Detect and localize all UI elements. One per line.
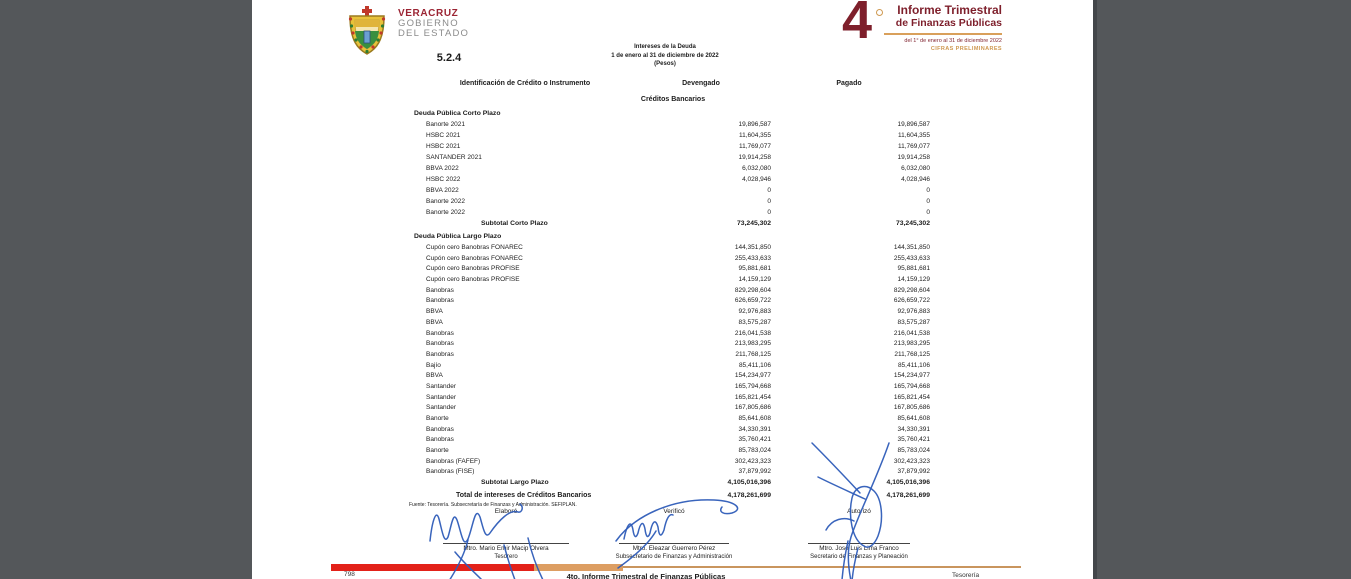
cell-devengado: 19,914,258 bbox=[738, 154, 771, 161]
cell-pagado: 34,330,391 bbox=[897, 425, 930, 433]
cell-devengado: 211,768,125 bbox=[735, 350, 771, 358]
cell-devengado: 37,879,992 bbox=[738, 468, 771, 476]
cell-devengado: 6,032,080 bbox=[742, 165, 771, 172]
signature-role-verifico: Verificó bbox=[663, 508, 685, 515]
table-row bbox=[252, 243, 1093, 254]
footer-orange-bar bbox=[534, 564, 623, 571]
signature-name-2: Mtro. Eleazar Guerrero Pérez bbox=[632, 545, 716, 552]
logo-gobierno: GOBIERNO bbox=[398, 18, 459, 29]
row-label: Banorte 2022 bbox=[426, 209, 466, 216]
badge-title-2: de Finanzas Públicas bbox=[895, 17, 1002, 29]
document-page bbox=[252, 0, 1097, 579]
cell-devengado: 11,769,077 bbox=[738, 143, 771, 150]
cell-devengado: 85,783,024 bbox=[738, 447, 771, 455]
cell-pagado: 829,298,604 bbox=[893, 286, 930, 294]
table-row bbox=[252, 382, 1093, 393]
cell-devengado: 14,159,129 bbox=[738, 276, 771, 284]
table-column-headers bbox=[252, 80, 1093, 96]
total-label: Total de intereses de Créditos Bancarios bbox=[456, 492, 592, 500]
cell-devengado: 144,351,850 bbox=[734, 244, 771, 251]
cell-devengado: 92,976,883 bbox=[738, 308, 771, 316]
cell-devengado: 85,641,608 bbox=[738, 415, 771, 422]
cell-devengado: 85,411,106 bbox=[738, 361, 771, 369]
row-label: Cupón cero Banobras FONAREC bbox=[426, 254, 523, 262]
cell-pagado: 154,234,977 bbox=[893, 372, 930, 380]
cell-pagado: 19,914,258 bbox=[897, 154, 930, 161]
cell-devengado: 167,805,686 bbox=[734, 404, 771, 412]
cell-pagado: 0 bbox=[926, 209, 930, 216]
footer-rule bbox=[623, 566, 1021, 568]
row-label: Banobras (FAFEF) bbox=[426, 457, 481, 465]
cell-pagado: 37,879,992 bbox=[897, 468, 930, 476]
cell-devengado: 0 bbox=[767, 198, 771, 205]
cell-devengado: 4,105,016,396 bbox=[727, 479, 771, 487]
cell-devengado: 255,433,633 bbox=[734, 254, 771, 262]
cell-devengado: 216,041,538 bbox=[734, 329, 771, 337]
cell-devengado: 165,821,454 bbox=[734, 393, 771, 401]
table-row bbox=[252, 286, 1093, 297]
signature-title-3: Secretario de Finanzas y Planeación bbox=[810, 554, 908, 560]
cell-pagado: 4,028,946 bbox=[901, 176, 930, 183]
debt-interest-table bbox=[252, 80, 1093, 502]
row-label: Banobras bbox=[426, 340, 454, 348]
cell-pagado: 255,433,633 bbox=[893, 254, 930, 262]
row-label: Banobras bbox=[426, 286, 454, 294]
table-row bbox=[252, 120, 1093, 131]
cell-pagado: 167,805,686 bbox=[893, 404, 930, 412]
table-row bbox=[252, 254, 1093, 265]
source-note: Fuente: Tesorería. Subsecretaría de Finanzas y Administración. SEFIPLAN. bbox=[409, 502, 577, 508]
row-label: Banobras bbox=[426, 436, 454, 444]
signature-line bbox=[619, 543, 729, 544]
row-label: Banorte bbox=[426, 415, 449, 422]
table-row bbox=[252, 153, 1093, 164]
cell-devengado: 165,794,668 bbox=[734, 382, 771, 390]
row-label: BBVA bbox=[426, 308, 443, 316]
veracruz-coat-of-arms-icon bbox=[344, 5, 390, 55]
table-body bbox=[252, 109, 1093, 502]
cell-pagado: 95,881,681 bbox=[897, 265, 930, 273]
table-row bbox=[252, 371, 1093, 382]
cell-pagado: 11,769,077 bbox=[897, 143, 930, 150]
row-label: Santander bbox=[426, 393, 456, 401]
footer-center-text: 4to. Informe Trimestral de Finanzas Públicas bbox=[566, 572, 726, 579]
cell-pagado: 165,794,668 bbox=[893, 382, 930, 390]
subtotal-label: Subtotal Largo Plazo bbox=[481, 479, 549, 487]
table-row bbox=[252, 467, 1093, 478]
logo-state-name: VERACRUZ bbox=[398, 8, 459, 19]
row-label: Banorte bbox=[426, 447, 449, 455]
cell-devengado: 83,575,287 bbox=[738, 318, 771, 326]
section-title: Deuda Pública Largo Plazo bbox=[414, 233, 502, 240]
cell-pagado: 35,760,421 bbox=[897, 436, 930, 444]
table-group-header-row bbox=[252, 96, 1093, 109]
row-label: HSBC 2022 bbox=[426, 176, 461, 183]
table-row bbox=[252, 329, 1093, 340]
subtotal-label: Subtotal Corto Plazo bbox=[481, 220, 548, 227]
row-label: Banorte 2022 bbox=[426, 198, 466, 205]
table-row bbox=[252, 275, 1093, 286]
cell-devengado: 95,881,681 bbox=[738, 265, 771, 273]
table-row bbox=[252, 164, 1093, 175]
signature-line bbox=[808, 543, 910, 544]
cell-pagado: 211,768,125 bbox=[894, 350, 930, 358]
footer-red-bar bbox=[331, 564, 534, 571]
table-row bbox=[252, 414, 1093, 425]
badge-note: CIFRAS PRELIMINARES bbox=[930, 46, 1002, 52]
table-row bbox=[252, 435, 1093, 446]
row-label: Banobras bbox=[426, 329, 454, 337]
badge-subtitle: del 1° de enero al 31 de diciembre 2022 bbox=[904, 38, 1002, 44]
cell-devengado: 35,760,421 bbox=[738, 436, 771, 444]
cell-devengado: 829,298,604 bbox=[734, 286, 771, 294]
row-label: HSBC 2021 bbox=[426, 132, 461, 139]
table-row bbox=[252, 403, 1093, 414]
badge-title-1: Informe Trimestral bbox=[897, 3, 1002, 17]
column-header-instrument: Identificación de Crédito o Instrumento bbox=[459, 80, 591, 87]
section-title-row bbox=[252, 232, 1093, 243]
row-label: Banobras (FISE) bbox=[426, 468, 475, 476]
row-label: BBVA 2022 bbox=[426, 187, 459, 194]
signature-line bbox=[443, 543, 569, 544]
cell-pagado: 92,976,883 bbox=[897, 308, 930, 316]
cell-devengado: 19,896,587 bbox=[738, 121, 771, 128]
row-label: Banobras bbox=[426, 425, 454, 433]
row-label: Banobras bbox=[426, 297, 454, 305]
row-label: HSBC 2021 bbox=[426, 143, 461, 150]
table-row bbox=[252, 264, 1093, 275]
cell-pagado: 0 bbox=[926, 198, 930, 205]
column-header-pagado: Pagado bbox=[836, 80, 862, 87]
cell-pagado: 165,821,454 bbox=[893, 393, 930, 401]
cell-pagado: 73,245,302 bbox=[895, 220, 930, 227]
table-row bbox=[252, 393, 1093, 404]
row-label: BBVA bbox=[426, 372, 443, 380]
badge-underline bbox=[884, 33, 1002, 35]
cell-pagado: 14,159,129 bbox=[897, 276, 930, 284]
signature-title-1: Tesorero bbox=[494, 554, 518, 560]
government-logo-text bbox=[398, 9, 469, 39]
table-row bbox=[252, 457, 1093, 468]
table-row bbox=[252, 142, 1093, 153]
cell-pagado: 213,983,295 bbox=[893, 340, 930, 348]
row-label: Banorte 2021 bbox=[426, 121, 466, 128]
section-title: Deuda Pública Corto Plazo bbox=[414, 110, 501, 117]
table-row bbox=[252, 197, 1093, 208]
cell-devengado: 154,234,977 bbox=[734, 372, 771, 380]
signature-role-elaboro: Elaboró bbox=[494, 508, 518, 515]
table-row bbox=[252, 307, 1093, 318]
cell-pagado: 6,032,080 bbox=[901, 165, 930, 172]
table-row bbox=[252, 296, 1093, 307]
row-label: Santander bbox=[426, 382, 456, 390]
cell-devengado: 626,659,722 bbox=[734, 297, 771, 305]
footer-right-text: Tesorería bbox=[952, 572, 980, 579]
row-label: BBVA 2022 bbox=[426, 165, 459, 172]
cell-pagado: 85,641,608 bbox=[897, 415, 930, 422]
cell-pagado: 4,105,016,396 bbox=[886, 479, 930, 487]
title-line-2: 1 de enero al 31 de diciembre de 2022 bbox=[611, 52, 719, 59]
title-line-1: Intereses de la Deuda bbox=[634, 44, 696, 50]
cell-devengado: 4,178,261,699 bbox=[727, 492, 771, 500]
table-row bbox=[252, 425, 1093, 436]
table-row bbox=[252, 131, 1093, 142]
cell-pagado: 302,423,323 bbox=[893, 457, 930, 465]
cell-devengado: 0 bbox=[767, 187, 771, 194]
table-row bbox=[252, 446, 1093, 457]
document-title bbox=[545, 43, 785, 69]
table-row bbox=[252, 186, 1093, 197]
cell-devengado: 213,983,295 bbox=[734, 340, 771, 348]
cell-pagado: 4,178,261,699 bbox=[886, 492, 930, 500]
cell-pagado: 11,604,355 bbox=[897, 132, 930, 139]
cell-pagado: 85,783,024 bbox=[897, 447, 930, 455]
cell-devengado: 4,028,946 bbox=[742, 176, 771, 183]
row-label: SANTANDER 2021 bbox=[426, 154, 482, 161]
cell-pagado: 144,351,850 bbox=[893, 244, 930, 251]
signature-name-1: Mtro. Mario Emir Macip Olvera bbox=[463, 545, 549, 552]
cell-devengado: 302,423,323 bbox=[734, 457, 771, 465]
table-row bbox=[252, 339, 1093, 350]
table-row bbox=[252, 350, 1093, 361]
cell-pagado: 626,659,722 bbox=[893, 297, 930, 305]
row-label: BBVA bbox=[426, 318, 443, 326]
row-label: Bajío bbox=[426, 361, 441, 369]
cell-pagado: 19,896,587 bbox=[897, 121, 930, 128]
total-row bbox=[252, 491, 1093, 502]
page-number: 798 bbox=[344, 571, 355, 578]
quarterly-report-badge bbox=[842, 2, 1002, 58]
table-row bbox=[252, 208, 1093, 219]
row-label: Banobras bbox=[426, 350, 454, 358]
cell-devengado: 73,245,302 bbox=[736, 220, 771, 227]
row-label: Cupón cero Banobras PROFISE bbox=[426, 276, 520, 284]
group-header-creditos-bancarios: Créditos Bancarios bbox=[640, 96, 706, 103]
table-row bbox=[252, 175, 1093, 186]
cell-devengado: 0 bbox=[767, 209, 771, 216]
cell-pagado: 85,411,106 bbox=[897, 361, 930, 369]
section-title-row bbox=[252, 109, 1093, 120]
cell-devengado: 34,330,391 bbox=[738, 425, 771, 433]
table-row bbox=[252, 361, 1093, 372]
signature-name-3: Mtro. José Luis Lima Franco bbox=[819, 545, 899, 552]
badge-digit: 4 bbox=[842, 0, 873, 50]
cell-pagado: 83,575,287 bbox=[897, 318, 930, 326]
signature-role-autorizo: Autorizó bbox=[847, 508, 871, 515]
row-label: Cupón cero Banobras FONAREC bbox=[426, 244, 523, 251]
column-header-devengado: Devengado bbox=[682, 80, 720, 87]
cell-pagado: 216,041,538 bbox=[893, 329, 930, 337]
row-label: Cupón cero Banobras PROFISE bbox=[426, 265, 520, 273]
cell-pagado: 0 bbox=[926, 187, 930, 194]
title-line-3: (Pesos) bbox=[654, 61, 676, 67]
section-number: 5.2.4 bbox=[436, 52, 462, 64]
signature-title-2: Subsecretario de Finanzas y Administración bbox=[615, 554, 733, 560]
logo-del-estado: DEL ESTADO bbox=[398, 28, 470, 39]
cell-devengado: 11,604,355 bbox=[738, 132, 771, 139]
row-label: Santander bbox=[426, 404, 456, 412]
subtotal-row bbox=[252, 219, 1093, 230]
table-row bbox=[252, 318, 1093, 329]
subtotal-row bbox=[252, 478, 1093, 489]
